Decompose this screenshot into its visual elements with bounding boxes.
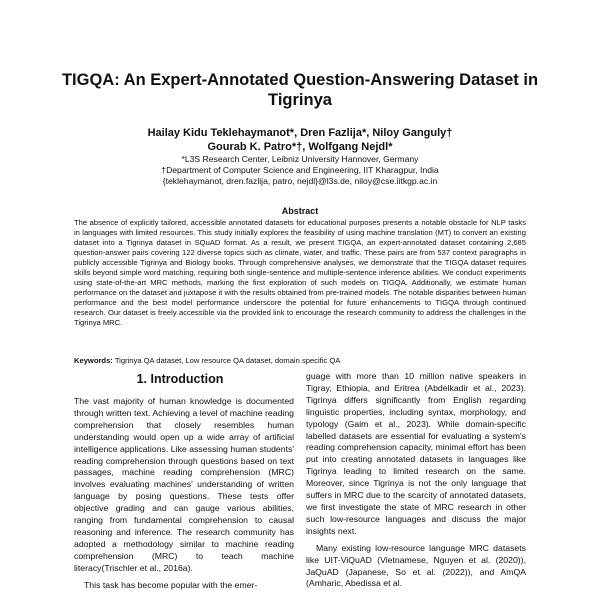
affiliations	[60, 154, 540, 187]
paper-title: TIGQA: An Expert-Annotated Question-Answering Dataset in Tigrinya	[61, 71, 539, 109]
left-column	[74, 396, 294, 592]
section-title-introduction: 1. Introduction	[136, 372, 224, 386]
authors-line-2: Gourab K. Patro*†, Wolfgang Nejdl*	[207, 141, 393, 153]
abstract-text: The absence of explicitly tailored, accessible annotated datasets for educational purposes presents a notable obstacle for NLP tasks in languages with limited resources. This study initially explores the feasibility of using machine translation (MT) to convert an existing dataset into a Tigrinya dataset in SQuAD format. As a result, we present TIGQA, an expert-annotated dataset containing 2,685 question-answer pairs covering 122 diverse topics such as climate, water, and traffic. These pairs are from 537 context paragraphs in publicly accessible Tigrinya and Biology books. Through comprehensive analyses, we demonstrate that the TIGQA dataset requires skills beyond simple word matching, requiring both single-sentence and multiple-sentence inference abilities. We conduct experiments using state-of-the-art MRC methods, marking the first exploration of such models on TIGQA. Additionally, we estimate human performance on the dataset and juxtapose it with the results obtained from pre-trained models. The notable disparities between human performance and the best model performance underscore the potential for future enhancements to TIGQA through continued research. Our dataset is freely accessible via the provided link to encourage the research community to address the challenges in the Tigrinya MRC.	[74, 218, 526, 327]
right-column	[306, 371, 526, 590]
affiliation-1: *L3S Research Center, Leibniz University Hannover, Germany	[181, 154, 419, 164]
author-emails: {teklehaymanot, dren.fazlija, patro, nejdl}@l3s.de, niloy@cse.iitkgp.ac.in	[162, 176, 438, 186]
intro-paragraph-1: The vast majority of human knowledge is documented through written text. Achieving a level of machine reading comprehension that closely resembles human understanding would open up a wide array of artificial intelligence applications. Like assessing human students' reading comprehension through questions based on text passages, machine reading comprehension (MRC) involves evaluating machines' understanding of written language by posing questions. These tests offer objective grading and can gauge various abilities, ranging from fundamental comprehension to causal reasoning and inference. The research community has adopted a methodology similar to machine reading comprehension (MRC) to teach machine literacy(Trischler et al., 2016a).	[74, 396, 294, 573]
keywords-line	[74, 356, 526, 366]
abstract-heading: Abstract	[281, 206, 319, 216]
right-paragraph-1: guage with more than 10 million native speakers in Tigray, Ethiopia, and Eritrea (Abdelkadir et al., 2023). Tigrinya differs significantly from English regarding linguistic properties, including syntax, morphology, and typology (Gaim et al., 2023). While domain-specific labelled datasets are essential for evaluating a system's reading comprehension capacity, minimal effort has been put into creating annotated datasets in languages like Tigrinya leading to limited research on the same. Moreover, since Tigrinya is not the only language that suffers in MRC due to the scarcity of annotated datasets, we first investigate the state of MRC research in other such low-resource languages and discuss the major insights next.	[306, 371, 526, 536]
intro-paragraph-2: This task has become popular with the emer-	[84, 579, 258, 590]
keywords-text: Tigrinya QA dataset, Low resource QA dataset, domain specific QA	[114, 356, 341, 365]
authors-line-1: Hailay Kidu Teklehaymanot*, Dren Fazlija*, Niloy Ganguly†	[147, 127, 453, 139]
author-list	[60, 126, 540, 154]
affiliation-2: †Department of Computer Science and Engineering, IIT Kharagpur, India	[161, 165, 439, 175]
right-paragraph-2: Many existing low-resource language MRC datasets like UIT-ViQuAD (Vietnamese, Nguyen et al. (2020)), JaQuAD (Japanese, So et al. (2022)), and AmQA (Amharic, Abedissa et al.	[306, 542, 526, 589]
keywords-label: Keywords:	[74, 356, 113, 365]
